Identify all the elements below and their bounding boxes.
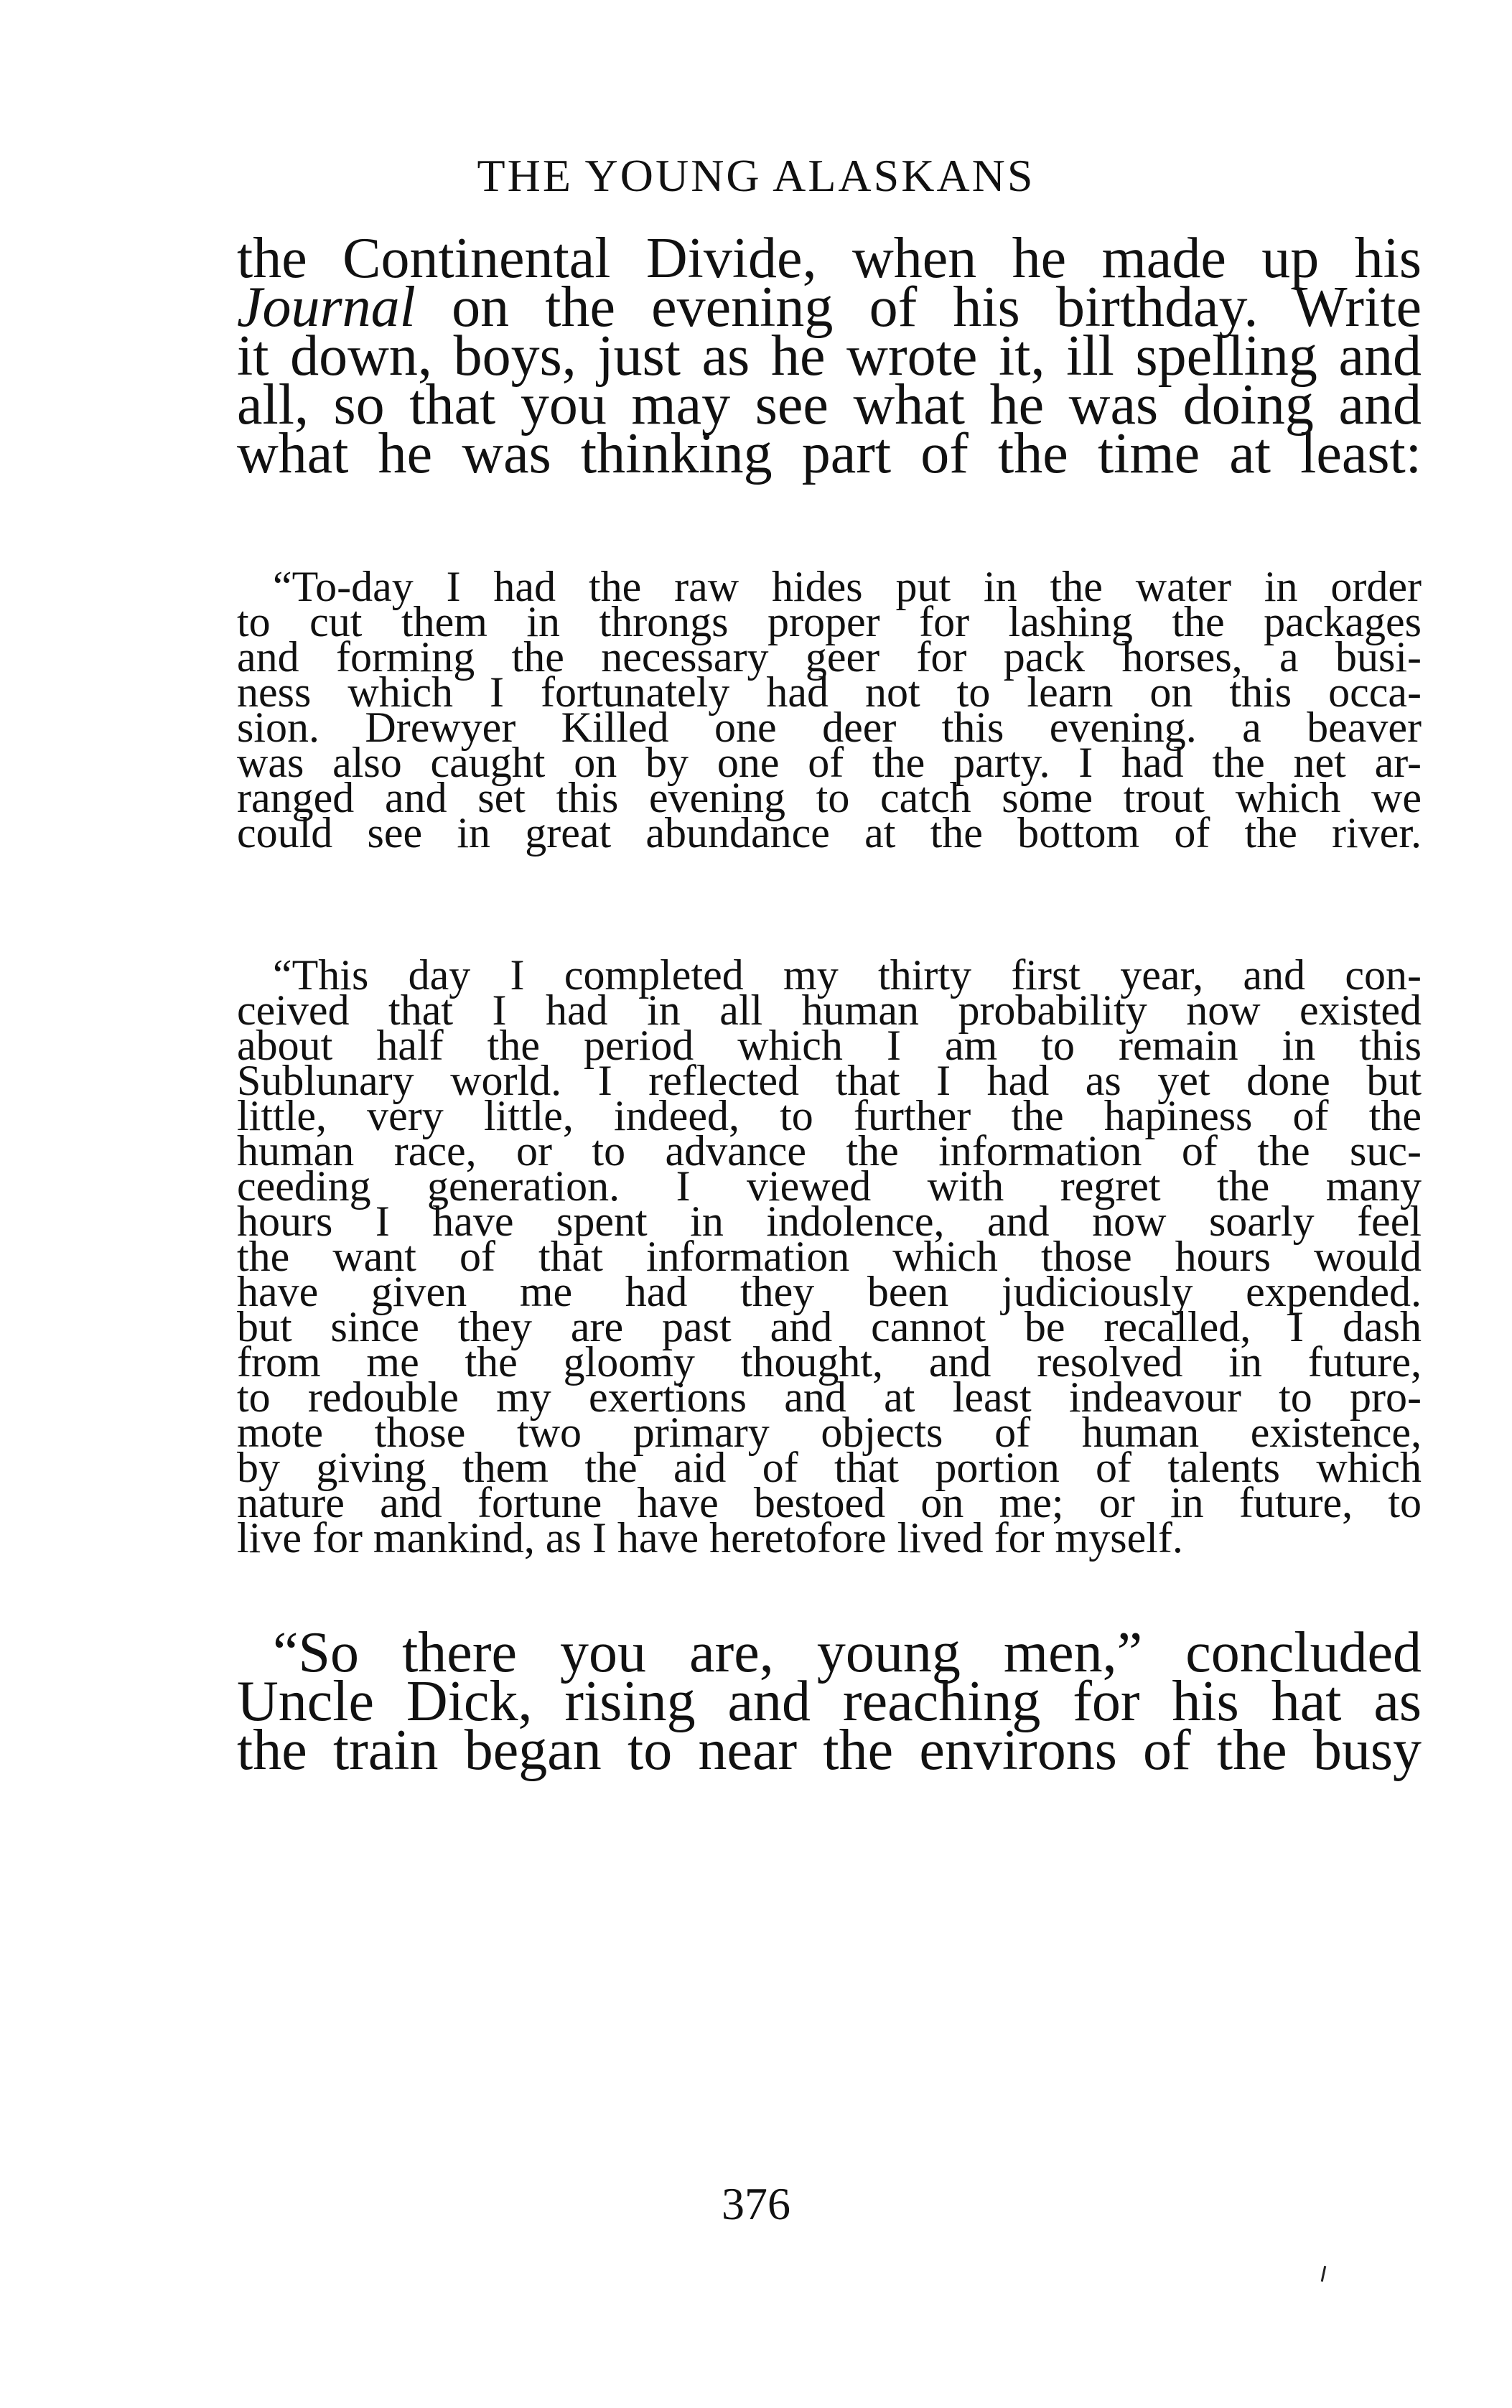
text-line: and forming the necessary geer for pack horses, a busi- <box>237 633 1422 681</box>
text-line: have given me had they been judiciously expended. <box>237 1268 1422 1315</box>
page-number: 376 <box>722 2178 790 2229</box>
text-line: little, very little, indeed, to further the hapiness of the <box>237 1092 1422 1139</box>
text-line: the Continental Divide, when he made up his <box>237 227 1422 290</box>
paragraph-narrative-1 <box>237 227 1422 485</box>
text-line-continuation: on the evening of his birthday. Write <box>452 276 1422 339</box>
text-line: from me the gloomy thought, and resolved in future, <box>237 1338 1422 1386</box>
text-line: Uncle Dick, rising and reaching for his hat as <box>237 1670 1422 1733</box>
text-line: sion. Drewyer Killed one deer this evening. a beaver <box>237 704 1422 751</box>
text-line: to cut them in throngs proper for lashing the packages <box>237 598 1422 645</box>
text-line: about half the period which I am to remain in this <box>237 1022 1422 1069</box>
text-line: “So there you are, young men,” concluded <box>273 1621 1422 1684</box>
text-line: but since they are past and cannot be recalled, I dash <box>237 1303 1422 1350</box>
text-line: nature and fortune have bestoed on me; or in future, to <box>237 1479 1422 1526</box>
text-line: live for mankind, as I have heretofore lived for myself. <box>237 1514 1183 1562</box>
text-line: to redouble my exertions and at least indeavour to pro- <box>237 1373 1422 1421</box>
text-line: mote those two primary objects of human existence, <box>237 1409 1422 1456</box>
running-head: THE YOUNG ALASKANS <box>477 150 1035 201</box>
text-line: the train began to near the environs of the busy <box>237 1719 1422 1782</box>
text-line: by giving them the aid of that portion of talents which <box>237 1444 1422 1491</box>
text-line: human race, or to advance the information of the suc- <box>237 1127 1422 1175</box>
text-line: hours I have spent in indolence, and now soarly feel <box>237 1198 1422 1245</box>
journal-italic: Journal <box>237 276 416 339</box>
print-speck <box>1321 2266 1327 2282</box>
text-line: what he was thinking part of the time at least: <box>237 422 1422 485</box>
text-line: “To-day I had the raw hides put in the water in order <box>273 563 1422 610</box>
text-line: was also caught on by one of the party. I had the net ar- <box>237 739 1422 786</box>
journal-quote-1 <box>237 563 1422 857</box>
text-line: could see in great abundance at the bottom of the river. <box>237 809 1422 857</box>
text-line: Sublunary world. I reflected that I had as yet done but <box>237 1057 1422 1104</box>
paragraph-narrative-2 <box>237 1621 1422 1782</box>
text-line: ceeding generation. I viewed with regret the many <box>237 1162 1422 1210</box>
text-line: the want of that information which those hours would <box>237 1233 1422 1280</box>
text-line: ranged and set this evening to catch some trout which we <box>237 774 1422 821</box>
text-line: it down, boys, just as he wrote it, ill spelling and <box>237 325 1422 388</box>
text-line: ness which I fortunately had not to learn on this occa- <box>237 668 1422 716</box>
text-line: “This day I completed my thirty first year, and con- <box>273 951 1422 999</box>
text-line: ceived that I had in all human probability now existed <box>237 986 1422 1034</box>
text-line: all, so that you may see what he was doing and <box>237 373 1422 437</box>
journal-quote-2 <box>237 951 1422 1562</box>
